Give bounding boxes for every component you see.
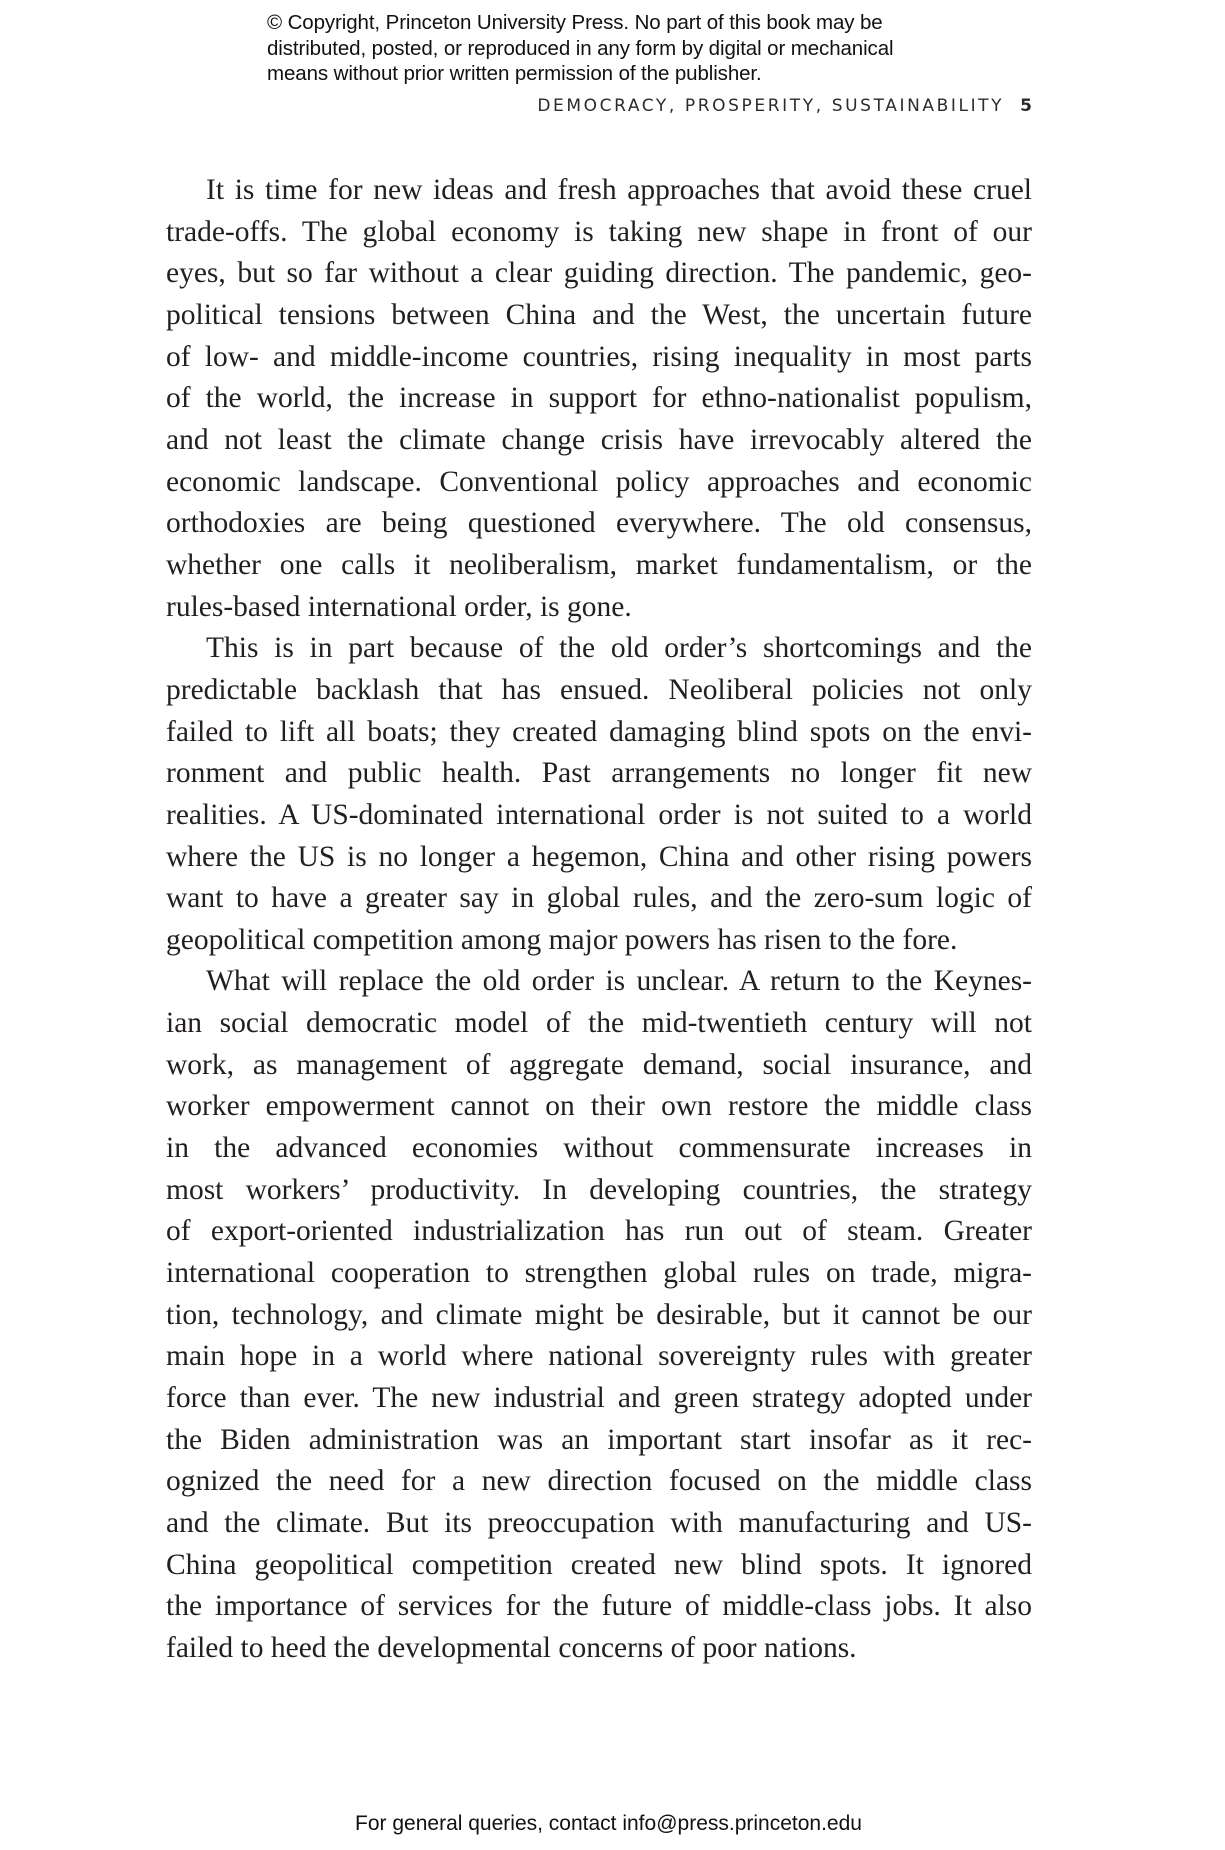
- body-text: [166, 170, 1032, 1670]
- text-line: China geopolitical competition created new blind spots. It ignored: [166, 1548, 1032, 1581]
- text-line: force than ever. The new industrial and green strategy adopted under: [166, 1382, 1032, 1415]
- text-line: What will replace the old order is unclear. A return to the Keynes-: [206, 965, 1032, 998]
- text-line: political tensions between China and the West, the uncertain future: [166, 298, 1032, 331]
- text-line: most workers’ productivity. In developing countries, the strategy: [166, 1173, 1032, 1206]
- footer-contact: [0, 1812, 1225, 1836]
- text-line: rules-based international order, is gone.: [166, 590, 632, 623]
- text-line: economic landscape. Conventional policy approaches and economic: [166, 465, 1032, 498]
- text-line: geopolitical competition among major powers has risen to the fore.: [166, 923, 958, 956]
- copyright-line: means without prior written permission of the publisher.: [267, 62, 762, 85]
- text-line: tion, technology, and climate might be desirable, but it cannot be our: [166, 1298, 1032, 1331]
- text-line: international cooperation to strengthen global rules on trade, migra-: [166, 1257, 1032, 1290]
- text-line: of export-oriented industrialization has run out of steam. Greater: [166, 1215, 1032, 1248]
- footer-text: For general queries, contact info@press.princeton.edu: [355, 1812, 862, 1835]
- text-line: worker empowerment cannot on their own restore the middle class: [166, 1090, 1032, 1123]
- text-line: realities. A US-dominated international order is not suited to a world: [166, 798, 1032, 831]
- text-line: eyes, but so far without a clear guiding direction. The pandemic, geo-: [166, 257, 1032, 290]
- text-line: and the climate. But its preoccupation with manufacturing and US-: [166, 1507, 1032, 1539]
- text-line: the importance of services for the future of middle-class jobs. It also: [166, 1590, 1032, 1623]
- text-line: It is time for new ideas and fresh approaches that avoid these cruel: [206, 174, 1032, 206]
- copyright-line: © Copyright, Princeton University Press. No part of this book may be: [267, 11, 883, 34]
- text-line: ronment and public health. Past arrangements no longer fit new: [166, 757, 1032, 790]
- copyright-line: distributed, posted, or reproduced in any form by digital or mechanical: [267, 36, 894, 60]
- text-line: work, as management of aggregate demand, social insurance, and: [166, 1048, 1032, 1081]
- text-line: failed to heed the developmental concerns of poor nations.: [166, 1631, 857, 1664]
- text-line: trade-offs. The global economy is taking new shape in front of our: [166, 215, 1032, 248]
- text-line: the Biden administration was an important start insofar as it rec-: [166, 1423, 1032, 1456]
- text-line: of low- and middle-income countries, rising inequality in most parts: [166, 340, 1032, 373]
- text-line: of the world, the increase in support for ethno-nationalist populism,: [166, 382, 1032, 415]
- copyright-notice: [267, 10, 987, 87]
- text-line: where the US is no longer a hegemon, China and other rising powers: [166, 840, 1032, 873]
- text-line: in the advanced economies without commensurate increases in: [166, 1132, 1032, 1165]
- paragraph: [166, 628, 1032, 961]
- paragraph: [166, 170, 1032, 628]
- text-line: ian social democratic model of the mid-twentieth century will not: [166, 1007, 1032, 1040]
- text-line: whether one calls it neoliberalism, market fundamentalism, or the: [166, 548, 1032, 581]
- text-line: main hope in a world where national sovereignty rules with greater: [166, 1340, 1032, 1373]
- text-line: ognized the need for a new direction focused on the middle class: [166, 1465, 1032, 1498]
- text-line: orthodoxies are being questioned everywhere. The old consensus,: [166, 507, 1032, 540]
- text-line: want to have a greater say in global rules, and the zero-sum logic of: [166, 882, 1032, 915]
- page-number: 5: [1020, 96, 1032, 116]
- running-head: [537, 96, 1032, 116]
- text-line: and not least the climate change crisis have irrevocably altered the: [166, 423, 1032, 456]
- running-head-title: DEMOCRACY, PROSPERITY, SUSTAINABILITY: [537, 96, 1005, 116]
- text-line: predictable backlash that has ensued. Neoliberal policies not only: [166, 673, 1032, 706]
- paragraph: [166, 961, 1032, 1669]
- text-line: This is in part because of the old order’s shortcomings and the: [206, 632, 1032, 665]
- text-line: failed to lift all boats; they created damaging blind spots on the envi-: [166, 715, 1032, 748]
